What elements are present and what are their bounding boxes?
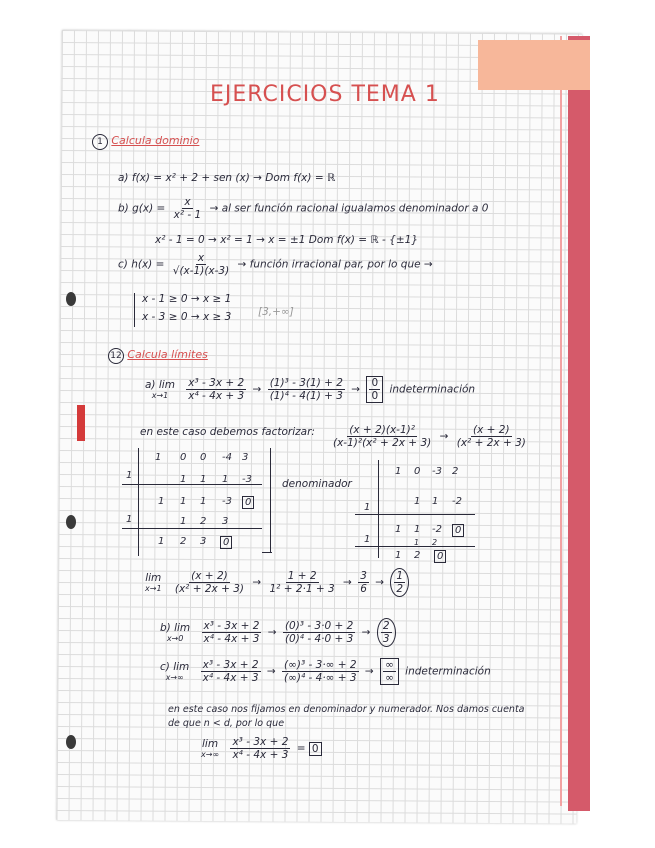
limit-a: a) lim x→1 $\frac{\text{x³ - 3x + 2}}{\text{x⁴ - 4x + 3}}$ → $\frac{\text{(1)³ - 3(1) + 2}}{\text{(1)⁴ - 4(1) + 3}}$ → $\frac{0}{0}$ indeterminación (145, 377, 476, 402)
sticky-note (478, 40, 590, 90)
explanation-line-2: de que n < d, por lo que (168, 718, 285, 729)
exercise-a: a) f(x) = x² + 2 + sen (x) → Dom f(x) = ℝ (118, 172, 336, 184)
limit-a-result: lim x→1 $\frac{(x + 2)}{\text{(x² + 2x + 3)}}$ → $\frac{1 + 2}{\text{1² + 2·1 + 3}}$ → $\frac{3}{6}$ → $\frac{1}{2}$ (140, 568, 412, 597)
factor-text: en este caso debemos factorizar: (140, 426, 315, 438)
interval-note: [3,+∞] (258, 306, 294, 318)
punch-hole (66, 735, 76, 749)
inequality-1: x - 1 ≥ 0 → x ≥ 1 (142, 293, 232, 305)
page-title: EJERCICIOS TEMA 1 (210, 82, 440, 107)
limit-b: b) lim x→0 $\frac{\text{x³ - 3x + 2}}{\text{x⁴ - 4x + 3}}$ → $\frac{\text{(0)³ - 3·0 + 2}}{\text{(0)⁴ - 4·0 + 3}}$ → $\frac{2}{3}$ (155, 618, 399, 647)
exercise-b: b) g(x) = $\frac{x}{\text{x² - 1}}$ → al ser función racional igualamos denominador a 0 (118, 196, 489, 221)
exercise-c: c) h(x) = $\frac{x}{√(x-1)(x-3)}$ → función irracional par, por lo que → (118, 252, 433, 277)
page-tab (77, 405, 85, 441)
punch-hole (66, 292, 76, 306)
limit-d: lim x→∞ $\frac{\text{x³ - 3x + 2}}{\text{x⁴ - 4x + 3}}$ = 0 (196, 736, 322, 761)
factor-fraction: $\frac{\text{(x + 2)(x-1)²}}{\text{(x-1)²(x² + 2x + 3)}}$ → $\frac{(x + 2)}{\text{(x² + 2x + 3)}}$ (333, 424, 526, 449)
limit-c: c) lim x→∞ $\frac{\text{x³ - 3x + 2}}{\text{x⁴ - 4x + 3}}$ → $\frac{\text{(∞)³ - 3·∞ + 2}}{\text{(∞)⁴ - 4·∞ + 3}}$ → $\frac{\infty}{\infty}$ indeterminación (160, 659, 491, 684)
system-brace (134, 293, 135, 327)
explanation-line-1: en este caso nos fijamos en denominador y numerador. Nos damos cuenta (168, 704, 525, 715)
punch-hole (66, 515, 76, 529)
denominador-label: denominador (282, 478, 352, 490)
inequality-2: x - 3 ≥ 0 → x ≥ 3 (142, 311, 232, 323)
section-1-heading: 1 Calcula dominio (92, 134, 199, 150)
binder-edge (568, 36, 590, 811)
exercise-b-solution: x² - 1 = 0 → x² = 1 → x = ±1 Dom f(x) = ℝ - {±1} (155, 234, 419, 246)
margin-line (560, 36, 562, 806)
section-2-heading: 12 Calcula límites (108, 348, 208, 364)
